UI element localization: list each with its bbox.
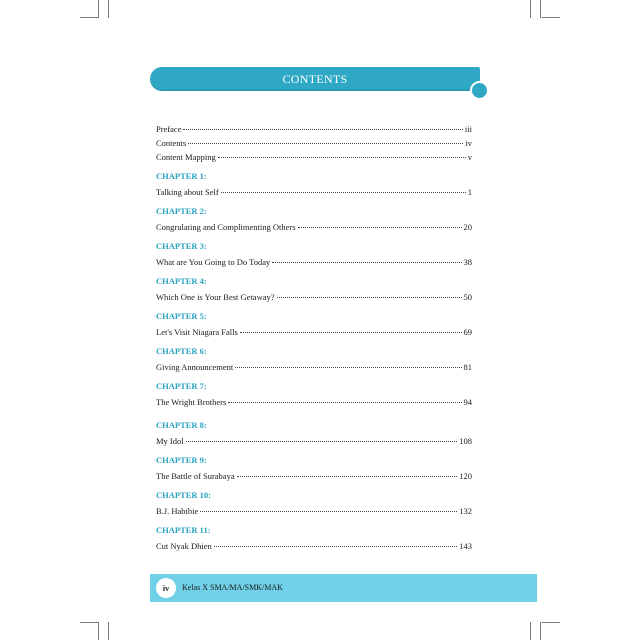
crop-mark — [530, 622, 531, 640]
leader-dots — [221, 192, 466, 193]
leader-dots — [188, 143, 463, 144]
toc-entry-contents[interactable] — [156, 138, 472, 148]
crop-mark — [530, 0, 531, 18]
crop-mark — [98, 0, 99, 18]
toc-entry-chapter-11[interactable] — [156, 541, 472, 551]
chapter-block-11 — [156, 525, 472, 551]
chapter-block-1 — [156, 171, 472, 197]
leader-dots — [214, 546, 458, 547]
toc-entry-title: Cut Nyak Dhien — [156, 541, 212, 551]
crop-mark — [108, 0, 109, 18]
toc-entry-title: Talking about Self — [156, 187, 219, 197]
toc-entry-page: 132 — [459, 506, 472, 516]
toc-entry-title: Contents — [156, 138, 187, 148]
toc-entry-title: Preface — [156, 124, 182, 134]
leader-dots — [200, 511, 457, 512]
chapter-label: CHAPTER 6: — [156, 346, 207, 356]
contents-header-bar — [150, 67, 480, 91]
toc-entry-title: Let's Visit Niagara Falls — [156, 327, 238, 337]
toc-entry-page: v — [467, 152, 472, 162]
toc-entry-page: 69 — [463, 327, 472, 337]
leader-dots — [240, 332, 462, 333]
front-matter-list — [156, 124, 472, 162]
chapter-label: CHAPTER 8: — [156, 420, 207, 430]
toc-entry-page: 120 — [459, 471, 472, 481]
toc-entry-title: My Idol — [156, 436, 184, 446]
toc-entry-chapter-8[interactable] — [156, 436, 472, 446]
toc-entry-page: iv — [465, 138, 472, 148]
table-of-contents — [156, 124, 472, 551]
crop-mark — [108, 622, 109, 640]
toc-entry-chapter-1[interactable] — [156, 187, 472, 197]
leader-dots — [183, 129, 462, 130]
toc-entry-chapter-7[interactable] — [156, 397, 472, 407]
leader-dots — [298, 227, 462, 228]
crop-mark — [540, 622, 541, 640]
toc-entry-title: The Wright Brothers — [156, 397, 227, 407]
toc-entry-page: 94 — [463, 397, 472, 407]
chapter-label: CHAPTER 5: — [156, 311, 207, 321]
chapter-label: CHAPTER 10: — [156, 490, 212, 500]
toc-entry-page: 20 — [463, 222, 472, 232]
chapter-block-2 — [156, 206, 472, 232]
chapter-block-10 — [156, 490, 472, 516]
chapter-label: CHAPTER 1: — [156, 171, 207, 181]
leader-dots — [186, 441, 458, 442]
toc-entry-chapter-2[interactable] — [156, 222, 472, 232]
toc-entry-title: Giving Announcement — [156, 362, 234, 372]
crop-mark — [542, 622, 560, 623]
chapter-block-5 — [156, 311, 472, 337]
leader-dots — [228, 402, 461, 403]
leader-dots — [218, 157, 466, 158]
toc-entry-title: What are You Going to Do Today — [156, 257, 271, 267]
chapter-block-8 — [156, 420, 472, 446]
toc-entry-chapter-4[interactable] — [156, 292, 472, 302]
toc-entry-content-mapping[interactable] — [156, 152, 472, 162]
chapter-block-3 — [156, 241, 472, 267]
crop-mark — [98, 622, 99, 640]
chapter-label: CHAPTER 9: — [156, 455, 207, 465]
toc-entry-page: 108 — [459, 436, 472, 446]
page-title: CONTENTS — [282, 71, 348, 86]
toc-entry-title: Content Mapping — [156, 152, 216, 162]
toc-entry-page: 38 — [463, 257, 472, 267]
toc-entry-page: 50 — [463, 292, 472, 302]
toc-entry-title: Congrulating and Complimenting Others — [156, 222, 296, 232]
toc-entry-preface[interactable] — [156, 124, 472, 134]
toc-entry-chapter-9[interactable] — [156, 471, 472, 481]
crop-mark — [540, 0, 541, 18]
chapter-label: CHAPTER 11: — [156, 525, 211, 535]
toc-entry-page: iii — [464, 124, 472, 134]
footer-book-title: Kelas X SMA/MA/SMK/MAK — [182, 583, 283, 592]
toc-entry-chapter-3[interactable] — [156, 257, 472, 267]
chapter-block-6 — [156, 346, 472, 372]
toc-entry-page: 1 — [467, 187, 472, 197]
crop-mark — [542, 17, 560, 18]
leader-dots — [272, 262, 461, 263]
chapter-label: CHAPTER 7: — [156, 381, 207, 391]
toc-entry-title: The Battle of Surabaya — [156, 471, 235, 481]
crop-mark — [80, 622, 98, 623]
crop-mark — [80, 17, 98, 18]
chapter-block-7 — [156, 381, 472, 407]
leader-dots — [235, 367, 461, 368]
header-decoration-dot — [470, 81, 489, 100]
chapter-block-4 — [156, 276, 472, 302]
toc-entry-page: 143 — [459, 541, 472, 551]
toc-entry-chapter-6[interactable] — [156, 362, 472, 372]
toc-entry-title: Which One is Your Best Getaway? — [156, 292, 275, 302]
toc-entry-page: 81 — [463, 362, 472, 372]
chapter-label: CHAPTER 2: — [156, 206, 207, 216]
leader-dots — [237, 476, 458, 477]
leader-dots — [277, 297, 462, 298]
chapter-label: CHAPTER 3: — [156, 241, 207, 251]
toc-entry-chapter-5[interactable] — [156, 327, 472, 337]
toc-entry-chapter-10[interactable] — [156, 506, 472, 516]
chapter-block-9 — [156, 455, 472, 481]
footer-page-number: iv — [156, 578, 176, 598]
toc-entry-title: B.J. Habibie — [156, 506, 199, 516]
chapter-label: CHAPTER 4: — [156, 276, 207, 286]
